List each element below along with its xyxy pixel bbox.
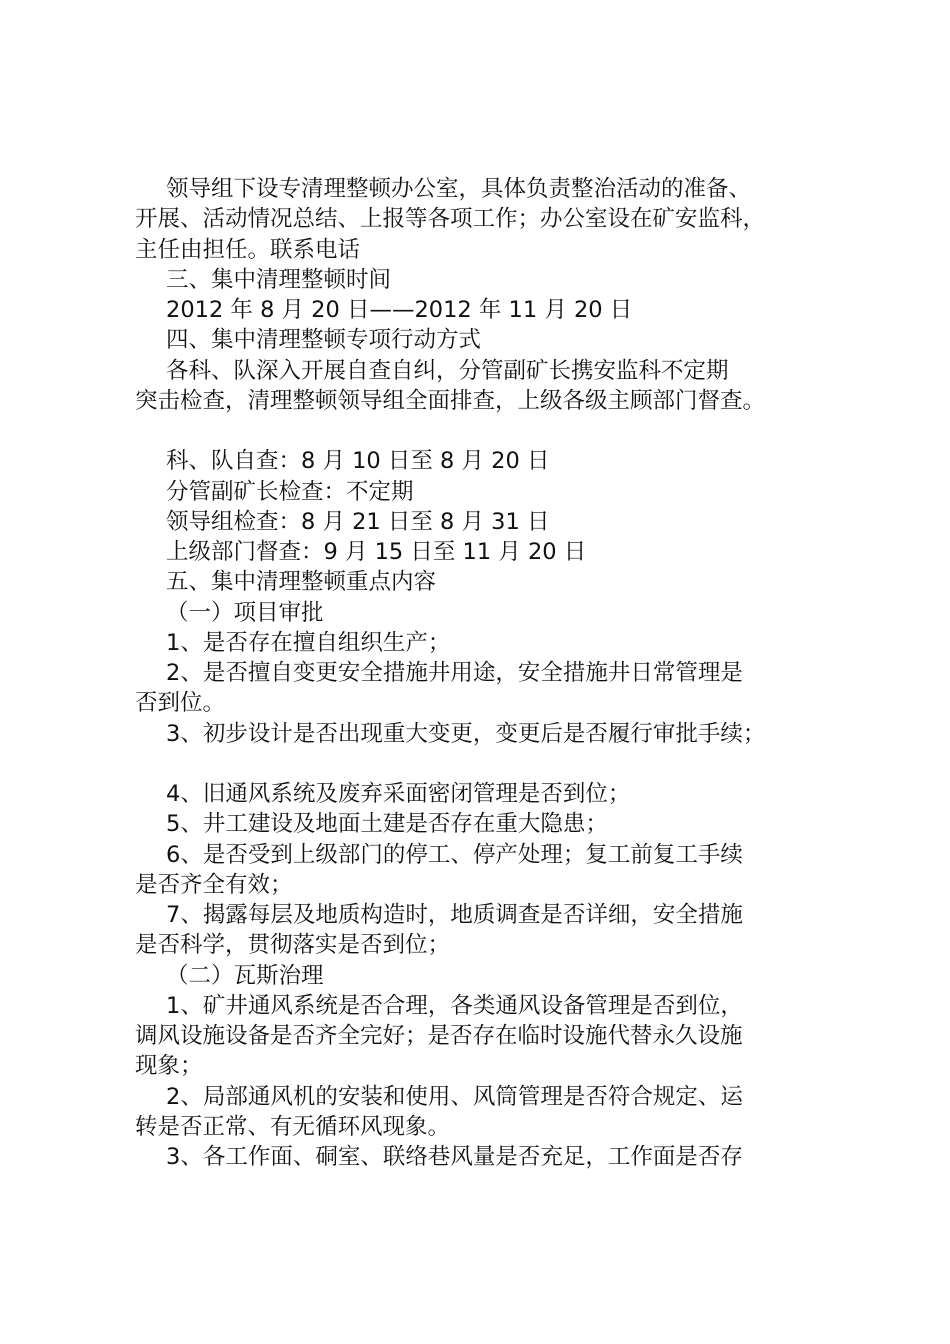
list-item: 2、是否擅自变更安全措施井用途，安全措施井日常管理是 xyxy=(166,660,743,686)
paragraph-line: 各科、队深入开展自查自纠，分管副矿长携安监科不定期 xyxy=(166,357,729,384)
list-item: 7、揭露每层及地质构造时，地质调查是否详细，安全措施 xyxy=(166,902,743,928)
paragraph-line: 上级部门督查：9 月 15 日至 11 月 20 日 xyxy=(166,539,587,565)
section-heading: 五、集中清理整顿重点内容 xyxy=(166,569,437,596)
list-item: 2、局部通风机的安装和使用、风筒管理是否符合规定、运 xyxy=(166,1083,743,1110)
paragraph-line: 主任由担任。联系电话 xyxy=(135,236,361,263)
paragraph-line: 分管副矿长检查：不定期 xyxy=(166,478,414,505)
list-item: 3、初步设计是否出现重大变更，变更后是否履行审批手续； xyxy=(166,720,766,747)
document-body xyxy=(135,174,855,1172)
list-item-continuation: 是否科学，贯彻落实是否到位； xyxy=(135,932,451,959)
list-item-continuation: 转是否正常、有无循环风现象。 xyxy=(135,1113,451,1140)
subsection-heading: （一）项目审批 xyxy=(166,599,324,626)
list-item-continuation: 调风设施设备是否齐全完好；是否存在临时设施代替永久设施 xyxy=(135,1023,743,1049)
blank-line xyxy=(135,416,855,446)
list-item-continuation: 否到位。 xyxy=(135,690,226,717)
list-item-continuation: 是否齐全有效； xyxy=(135,871,293,898)
list-item: 1、是否存在擅自组织生产； xyxy=(166,629,451,656)
blank-line xyxy=(135,749,855,779)
paragraph-line: 突击检查，清理整顿领导组全面排查，上级各级主顾部门督查。 xyxy=(135,387,766,414)
paragraph-line: 科、队自查：8 月 10 日至 8 月 20 日 xyxy=(166,448,550,475)
list-item: 3、各工作面、硐室、联络巷风量是否充足，工作面是否存 xyxy=(166,1144,743,1170)
paragraph-line: 领导组下设专清理整顿办公室，具体负责整治活动的准备、 xyxy=(166,176,752,202)
section-heading: 四、集中清理整顿专项行动方式 xyxy=(166,327,482,354)
paragraph-line: 开展、活动情况总结、上报等各项工作；办公室设在矿安监科， xyxy=(135,206,766,233)
list-item: 4、旧通风系统及废弃采面密闭管理是否到位； xyxy=(166,781,631,807)
paragraph-line: 领导组检查：8 月 21 日至 8 月 31 日 xyxy=(166,508,550,535)
list-item-continuation: 现象； xyxy=(135,1053,203,1080)
list-item: 6、是否受到上级部门的停工、停产处理；复工前复工手续 xyxy=(166,841,743,868)
section-heading: 三、集中清理整顿时间 xyxy=(166,266,392,293)
list-item: 5、井工建设及地面土建是否存在重大隐患； xyxy=(166,811,608,838)
list-item: 1、矿井通风系统是否合理，各类通风设备管理是否到位， xyxy=(166,992,743,1019)
subsection-heading: （二）瓦斯治理 xyxy=(166,962,324,989)
paragraph-line: 2012 年 8 月 20 日——2012 年 11 月 20 日 xyxy=(166,297,633,323)
